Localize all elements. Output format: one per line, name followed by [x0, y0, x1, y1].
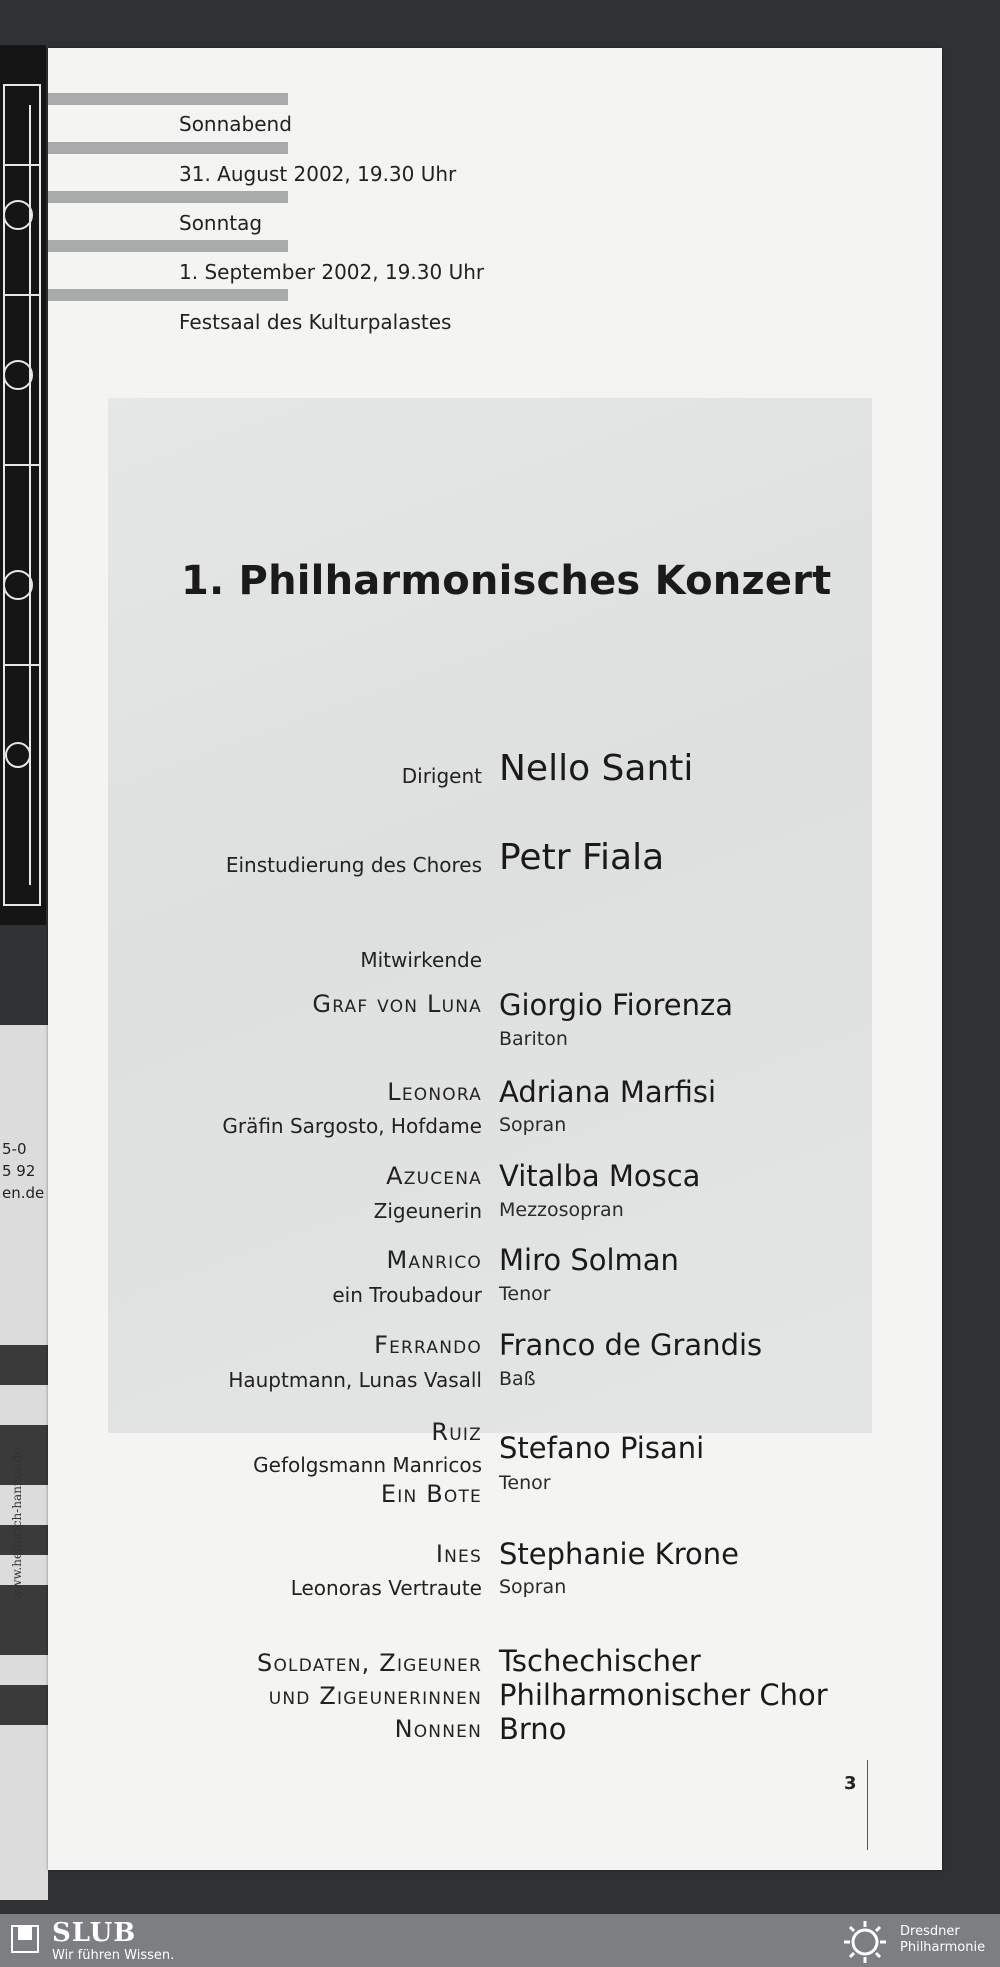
header-stripe [48, 240, 288, 252]
cast-role: Ferrando [374, 1331, 482, 1359]
faded-background-illustration [108, 398, 872, 1433]
venue: Festsaal des Kulturpalastes [179, 310, 452, 334]
chorus-name: Brno [499, 1712, 567, 1746]
cast-role-secondary: Ein Bote [380, 1480, 482, 1508]
cast-voice: Tenor [499, 1472, 551, 1494]
cast-voice: Sopran [499, 1576, 567, 1598]
cast-name: Stephanie Krone [499, 1537, 739, 1571]
philharmonie-name-line1: Dresdner [900, 1924, 960, 1939]
cast-role: Ines [435, 1540, 482, 1568]
conductor-role: Dirigent [401, 764, 482, 788]
chorus-master-role: Einstudierung des Chores [225, 853, 482, 877]
chorus-role: Nonnen [394, 1715, 482, 1743]
slub-logo-icon [10, 1924, 40, 1954]
performance-day-1: Sonnabend [179, 112, 292, 136]
philharmonie-logo-icon [842, 1919, 888, 1965]
header-stripe [48, 142, 288, 154]
cast-heading: Mitwirkende [360, 948, 482, 972]
page-number-rule [867, 1760, 868, 1850]
cast-voice: Baß [499, 1368, 536, 1390]
cast-description: Gefolgsmann Manricos [253, 1453, 482, 1477]
cast-description: Leonoras Vertraute [290, 1576, 482, 1600]
page-number: 3 [844, 1773, 857, 1794]
cast-voice: Bariton [499, 1028, 568, 1050]
cast-name: Miro Solman [499, 1243, 679, 1277]
cast-description: ein Troubadour [332, 1283, 482, 1307]
program-page [48, 48, 942, 1870]
cast-name: Stefano Pisani [499, 1431, 705, 1465]
cast-description: Gräfin Sargosto, Hofdame [222, 1114, 482, 1138]
chorus-master-name: Petr Fiala [499, 837, 665, 878]
chorus-role: Soldaten, Zigeuner [257, 1649, 482, 1677]
conductor-name: Nello Santi [499, 748, 694, 789]
philharmonie-name-line2: Philharmonie [900, 1940, 986, 1955]
philharmonie-name [900, 1924, 1000, 1956]
header-stripe [48, 93, 288, 105]
slub-slogan: Wir führen Wissen. [52, 1948, 175, 1963]
cast-voice: Tenor [499, 1283, 551, 1305]
chorus-name: Tschechischer [499, 1644, 701, 1678]
side-text-1: 5-0 [2, 1140, 27, 1158]
performance-date-1: 31. August 2002, 19.30 Uhr [179, 162, 457, 186]
chorus-name: Philharmonischer Chor [499, 1678, 828, 1712]
cast-name: Vitalba Mosca [499, 1159, 701, 1193]
cast-voice: Sopran [499, 1114, 567, 1136]
concert-title: 1. Philharmonisches Konzert [181, 558, 832, 604]
footer-bar [0, 1914, 1000, 1967]
cast-description: Hauptmann, Lunas Vasall [228, 1368, 482, 1392]
performance-date-2: 1. September 2002, 19.30 Uhr [179, 260, 485, 284]
side-text-2: 5 92 [2, 1162, 36, 1180]
cast-name: Franco de Grandis [499, 1328, 763, 1362]
performance-day-2: Sonntag [179, 211, 263, 235]
side-url: www.helmrich-hannot.de [10, 1447, 24, 1600]
cast-role: Azucena [386, 1162, 482, 1190]
header-stripe [48, 289, 288, 301]
cast-role: Leonora [387, 1078, 482, 1106]
cast-voice: Mezzosopran [499, 1199, 624, 1221]
cast-role: Ruiz [431, 1418, 482, 1446]
chorus-role: und Zigeunerinnen [268, 1682, 482, 1710]
cast-name: Giorgio Fiorenza [499, 988, 733, 1022]
side-text-3: en.de [2, 1184, 45, 1202]
cast-description: Zigeunerin [373, 1199, 482, 1223]
slub-name: SLUB [52, 1918, 137, 1948]
cast-name: Adriana Marfisi [499, 1075, 717, 1109]
header-stripe [48, 191, 288, 203]
cast-role: Manrico [386, 1246, 482, 1274]
cast-role: Graf von Luna [312, 990, 482, 1018]
adjacent-page-drawing [0, 45, 46, 925]
